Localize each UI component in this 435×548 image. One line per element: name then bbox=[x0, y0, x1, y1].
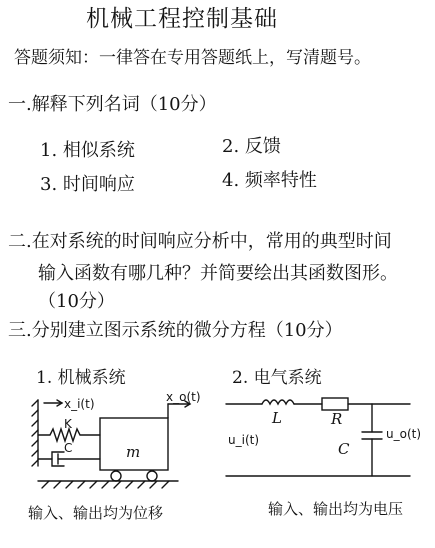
term-similar-system: 1. 相似系统 bbox=[40, 140, 135, 161]
input-displacement-label: x_i(t) bbox=[64, 397, 95, 411]
section2-line1: 二.在对系统的时间响应分析中，常用的典型时间 bbox=[8, 231, 392, 252]
mechanical-system-title: 1. 机械系统 bbox=[36, 368, 126, 388]
resistor-label: R bbox=[331, 410, 343, 428]
term-time-response: 3. 时间响应 bbox=[40, 174, 135, 195]
electrical-caption: 输入、输出均为电压 bbox=[268, 500, 404, 518]
capacitor-label: C bbox=[338, 440, 350, 458]
electrical-system-title: 2. 电气系统 bbox=[232, 368, 322, 388]
section3-heading: 三.分别建立图示系统的微分方程（10分） bbox=[8, 320, 343, 341]
resistor bbox=[322, 398, 348, 410]
exam-title: 机械工程控制基础 bbox=[86, 6, 278, 32]
term-feedback: 2. 反馈 bbox=[222, 136, 281, 157]
section1-heading: 一.解释下列名词（10分） bbox=[8, 94, 217, 115]
section2-line3: （10分） bbox=[38, 291, 115, 312]
mass-label: m bbox=[126, 443, 141, 461]
term-frequency-characteristic: 4. 频率特性 bbox=[222, 170, 317, 191]
mechanical-diagram bbox=[32, 400, 190, 488]
output-displacement-label: x_o(t) bbox=[166, 390, 201, 404]
inductor bbox=[262, 400, 294, 404]
section2-line2: 输入函数有哪几种？并简要绘出其函数图形。 bbox=[38, 263, 398, 284]
input-voltage-label: u_i(t) bbox=[228, 433, 260, 447]
output-voltage-label: u_o(t) bbox=[386, 427, 422, 441]
mechanical-caption: 输入、输出均为位移 bbox=[28, 504, 164, 522]
damper-label: C bbox=[64, 441, 73, 455]
answer-notice: 答题须知：一律答在专用答题纸上，写清题号。 bbox=[14, 48, 371, 68]
spring-label: K bbox=[64, 417, 72, 431]
inductor-label: L bbox=[272, 409, 282, 427]
